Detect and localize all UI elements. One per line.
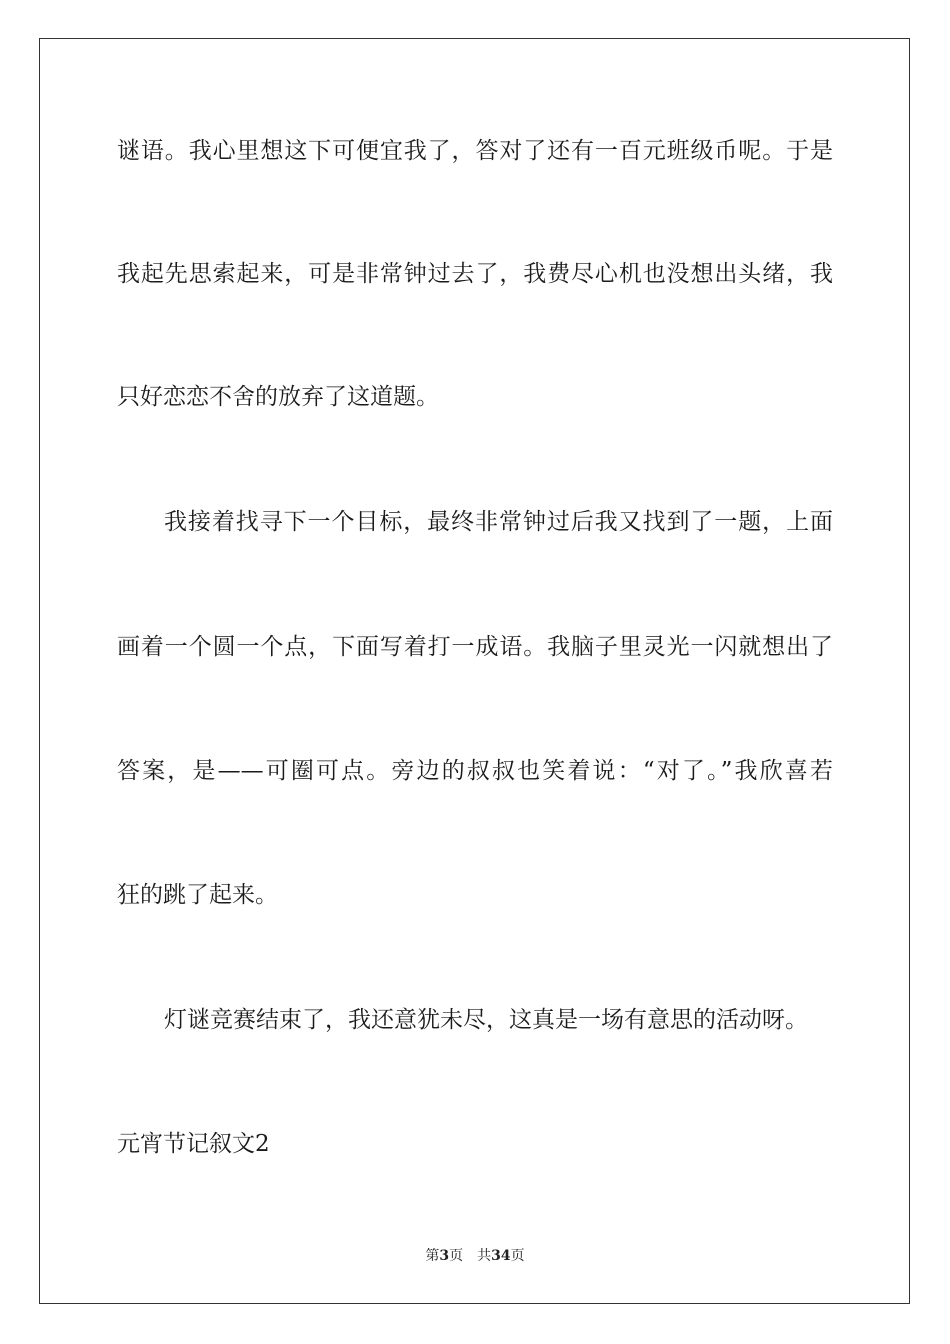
paragraph-line: 答案，是——可圈可点。旁边的叔叔也笑着说：“对了。”我欣喜若 xyxy=(117,758,833,784)
page-footer xyxy=(0,1247,950,1265)
paragraph-line: 狂的跳了起来。 xyxy=(117,882,278,908)
paragraph-line: 我起先思索起来，可是非常钟过去了，我费尽心机也没想出头绪，我 xyxy=(117,261,833,287)
paragraph-line: 只好恋恋不舍的放弃了这道题。 xyxy=(117,384,439,410)
current-page-number: 3 xyxy=(439,1248,450,1264)
total-pages-number: 34 xyxy=(491,1248,511,1264)
page-border xyxy=(39,38,910,1304)
footer-total-suffix: 页 xyxy=(510,1248,525,1264)
paragraph-line: 我接着找寻下一个目标，最终非常钟过后我又找到了一题，上面 xyxy=(164,509,833,535)
footer-prefix: 第 xyxy=(425,1248,440,1264)
paragraph-line: 谜语。我心里想这下可便宜我了，答对了还有一百元班级币呢。于是 xyxy=(117,138,833,164)
paragraph-line: 画着一个圆一个点，下面写着打一成语。我脑子里灵光一闪就想出了 xyxy=(117,634,833,660)
footer-page-suffix: 页 xyxy=(449,1248,464,1264)
footer-total-prefix: 共 xyxy=(477,1248,492,1264)
section-heading: 元宵节记叙文2 xyxy=(117,1131,270,1157)
paragraph-line: 灯谜竞赛结束了，我还意犹未尽，这真是一场有意思的活动呀。 xyxy=(164,1007,808,1033)
